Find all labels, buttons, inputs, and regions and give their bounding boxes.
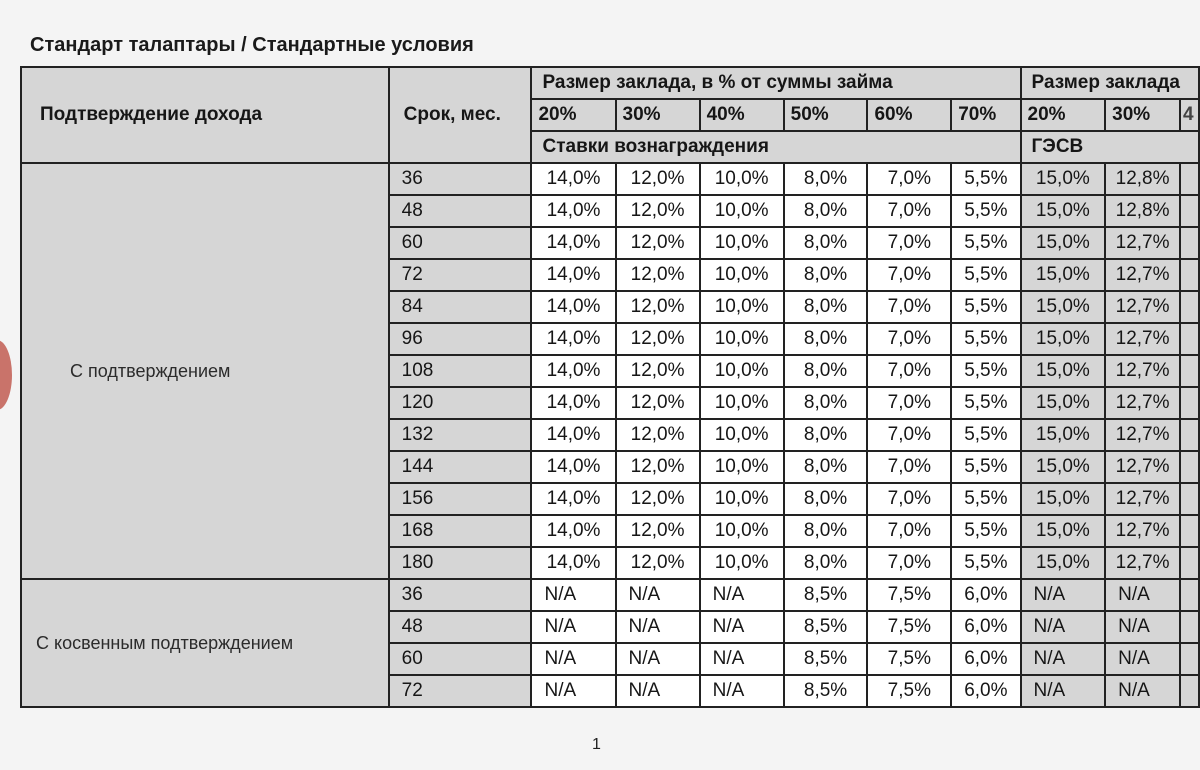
gesv-cell: 12,7% [1105,355,1180,387]
term-cell: 48 [389,195,532,227]
rate-cell: 14,0% [531,387,615,419]
rate-cell: 8,0% [784,451,868,483]
term-cell: 84 [389,291,532,323]
gesv-cell: N/A [1105,611,1180,643]
rate-cell: 5,5% [951,163,1020,195]
gesv-cell: 12,7% [1105,451,1180,483]
table-row [21,163,1199,195]
percent-header: 50% [784,99,868,131]
rate-cell: 14,0% [531,451,615,483]
rate-cell: N/A [616,675,700,707]
rate-cell: 5,5% [951,483,1020,515]
rate-cell: N/A [531,643,615,675]
gesv-cell: 12,7% [1105,259,1180,291]
rate-cell: 8,0% [784,419,868,451]
rate-cell: 8,0% [784,355,868,387]
gesv-cell: N/A [1021,579,1106,611]
rate-cell: 14,0% [531,291,615,323]
gesv-cell: 15,0% [1021,515,1106,547]
rate-cell: 14,0% [531,195,615,227]
rate-cell: 7,0% [867,515,951,547]
rate-cell: 14,0% [531,355,615,387]
rate-cell: 14,0% [531,163,615,195]
category-cell: С подтверждением [21,163,389,579]
rate-cell: 8,0% [784,291,868,323]
gesv-cell: 15,0% [1021,387,1106,419]
term-cell: 36 [389,579,532,611]
rate-cell: 5,5% [951,227,1020,259]
percent-header: 30% [1105,99,1180,131]
gesv-cell: 12,8% [1105,195,1180,227]
category-cell: С косвенным подтверждением [21,579,389,707]
cut-cell [1180,195,1199,227]
rate-cell: 10,0% [700,515,784,547]
gesv-cell: 12,7% [1105,291,1180,323]
term-cell: 72 [389,675,532,707]
term-cell: 96 [389,323,532,355]
rate-cell: 7,0% [867,227,951,259]
rate-cell: 8,0% [784,259,868,291]
gesv-cell: 12,7% [1105,323,1180,355]
gesv-cell: 15,0% [1021,227,1106,259]
rate-cell: 5,5% [951,387,1020,419]
rate-cell: 6,0% [951,675,1020,707]
rate-cell: 5,5% [951,291,1020,323]
gesv-cell: N/A [1021,643,1106,675]
rate-cell: 14,0% [531,419,615,451]
gesv-cell: 12,7% [1105,227,1180,259]
gesv-cell: 15,0% [1021,419,1106,451]
table-body [21,163,1199,707]
percent-header: 30% [616,99,700,131]
rate-cell: 12,0% [616,195,700,227]
percent-header: 20% [531,99,615,131]
rate-cell: 12,0% [616,419,700,451]
rate-cell: 12,0% [616,323,700,355]
cut-cell [1180,547,1199,579]
term-cell: 168 [389,515,532,547]
term-cell: 72 [389,259,532,291]
rate-cell: 12,0% [616,515,700,547]
percent-header: 60% [867,99,951,131]
rate-cell: 5,5% [951,451,1020,483]
rate-cell: 8,0% [784,387,868,419]
rate-cell: N/A [700,579,784,611]
term-cell: 120 [389,387,532,419]
table-row [21,579,1199,611]
rate-cell: 7,0% [867,451,951,483]
page-title: Стандарт талаптары / Стандартные условия [30,34,474,56]
rate-cell: 8,0% [784,163,868,195]
rate-cell: 12,0% [616,163,700,195]
rate-cell: 8,0% [784,323,868,355]
rate-cell: 14,0% [531,483,615,515]
header-collateral-size-2: Размер заклада [1021,67,1199,99]
rate-cell: N/A [531,611,615,643]
rate-cell: 12,0% [616,259,700,291]
rate-cell: 7,0% [867,355,951,387]
cut-cell [1180,483,1199,515]
rate-cell: 7,5% [867,611,951,643]
gesv-cell: 15,0% [1021,451,1106,483]
percent-header: 40% [700,99,784,131]
cut-cell [1180,259,1199,291]
term-cell: 180 [389,547,532,579]
rate-cell: N/A [700,643,784,675]
cut-cell [1180,163,1199,195]
rate-cell: 8,0% [784,515,868,547]
rate-cell: 7,0% [867,195,951,227]
rate-cell: 12,0% [616,483,700,515]
term-cell: 156 [389,483,532,515]
rate-cell: 8,0% [784,547,868,579]
rate-cell: 7,0% [867,291,951,323]
header-collateral-size: Размер заклада, в % от суммы займа [531,67,1020,99]
gesv-cell: 15,0% [1021,323,1106,355]
cut-cell [1180,611,1199,643]
rate-cell: 7,0% [867,163,951,195]
rate-cell: 7,5% [867,675,951,707]
cut-cell [1180,579,1199,611]
rate-cell: 5,5% [951,419,1020,451]
cut-cell [1180,387,1199,419]
rate-cell: 10,0% [700,355,784,387]
percent-header: 20% [1021,99,1106,131]
rate-cell: 10,0% [700,483,784,515]
gesv-cell: 12,7% [1105,387,1180,419]
cut-cell [1180,643,1199,675]
rate-cell: 5,5% [951,195,1020,227]
rate-cell: 14,0% [531,227,615,259]
rate-cell: 12,0% [616,387,700,419]
rate-cell: 14,0% [531,547,615,579]
gesv-cell: 12,7% [1105,419,1180,451]
term-cell: 48 [389,611,532,643]
rate-cell: 5,5% [951,355,1020,387]
rate-cell: 10,0% [700,227,784,259]
term-cell: 132 [389,419,532,451]
rate-cell: 10,0% [700,419,784,451]
rate-cell: 10,0% [700,291,784,323]
term-cell: 108 [389,355,532,387]
term-cell: 60 [389,643,532,675]
rate-cell: 10,0% [700,547,784,579]
cut-cell [1180,419,1199,451]
cut-cell [1180,291,1199,323]
gesv-cell: N/A [1105,675,1180,707]
term-cell: 36 [389,163,532,195]
rate-cell: N/A [616,611,700,643]
rate-cell: 6,0% [951,611,1020,643]
rate-cell: 8,0% [784,195,868,227]
rate-cell: 8,5% [784,643,868,675]
header-income-confirmation: Подтверждение дохода [21,67,389,163]
rate-cell: N/A [700,611,784,643]
gesv-cell: 15,0% [1021,483,1106,515]
rate-cell: 12,0% [616,291,700,323]
rate-cell: 12,0% [616,451,700,483]
rate-cell: N/A [616,643,700,675]
gesv-cell: 12,7% [1105,483,1180,515]
gesv-cell: 15,0% [1021,259,1106,291]
cut-cell [1180,451,1199,483]
gesv-cell: 15,0% [1021,291,1106,323]
percent-header-cut: 4 [1180,99,1199,131]
rate-cell: 7,0% [867,323,951,355]
rate-cell: 14,0% [531,323,615,355]
gesv-cell: N/A [1021,675,1106,707]
gesv-cell: N/A [1021,611,1106,643]
gesv-cell: N/A [1105,643,1180,675]
rate-cell: 8,0% [784,483,868,515]
term-cell: 60 [389,227,532,259]
gesv-cell: N/A [1105,579,1180,611]
rate-cell: 5,5% [951,259,1020,291]
term-cell: 144 [389,451,532,483]
rate-cell: 8,5% [784,675,868,707]
rate-cell: 5,5% [951,515,1020,547]
rate-cell: 10,0% [700,323,784,355]
gesv-cell: 15,0% [1021,163,1106,195]
page-number: 1 [592,736,601,753]
rate-cell: 12,0% [616,547,700,579]
rate-cell: 10,0% [700,195,784,227]
rate-cell: 10,0% [700,163,784,195]
rate-cell: 5,5% [951,547,1020,579]
rate-cell: 7,0% [867,259,951,291]
rate-cell: 8,5% [784,579,868,611]
cut-cell [1180,323,1199,355]
rate-cell: 7,5% [867,643,951,675]
header-gesv: ГЭСВ [1021,131,1199,163]
rate-cell: 10,0% [700,259,784,291]
rate-cell: 8,5% [784,611,868,643]
gesv-cell: 15,0% [1021,195,1106,227]
percent-header: 70% [951,99,1020,131]
rate-cell: 14,0% [531,259,615,291]
gesv-cell: 12,7% [1105,515,1180,547]
rate-cell: N/A [531,579,615,611]
gesv-cell: 12,8% [1105,163,1180,195]
rate-cell: 10,0% [700,451,784,483]
rate-cell: 6,0% [951,579,1020,611]
header-rates: Ставки вознаграждения [531,131,1020,163]
rate-cell: 7,0% [867,419,951,451]
gesv-cell: 15,0% [1021,547,1106,579]
rate-cell: 12,0% [616,355,700,387]
cut-cell [1180,355,1199,387]
rate-cell: 10,0% [700,387,784,419]
rate-cell: 6,0% [951,643,1020,675]
rate-cell: 12,0% [616,227,700,259]
rate-cell: 5,5% [951,323,1020,355]
gesv-cell: 12,7% [1105,547,1180,579]
cut-cell [1180,515,1199,547]
rate-cell: 8,0% [784,227,868,259]
rate-cell: 7,5% [867,579,951,611]
rate-cell: 14,0% [531,515,615,547]
rate-cell: N/A [531,675,615,707]
gesv-cell: 15,0% [1021,355,1106,387]
rate-cell: 7,0% [867,483,951,515]
finger-edge [0,340,12,410]
rate-cell: 7,0% [867,387,951,419]
rate-cell: N/A [616,579,700,611]
cut-cell [1180,227,1199,259]
rate-cell: 7,0% [867,547,951,579]
cut-cell [1180,675,1199,707]
rates-table [20,66,1200,708]
header-term: Срок, мес. [389,67,532,163]
rate-cell: N/A [700,675,784,707]
